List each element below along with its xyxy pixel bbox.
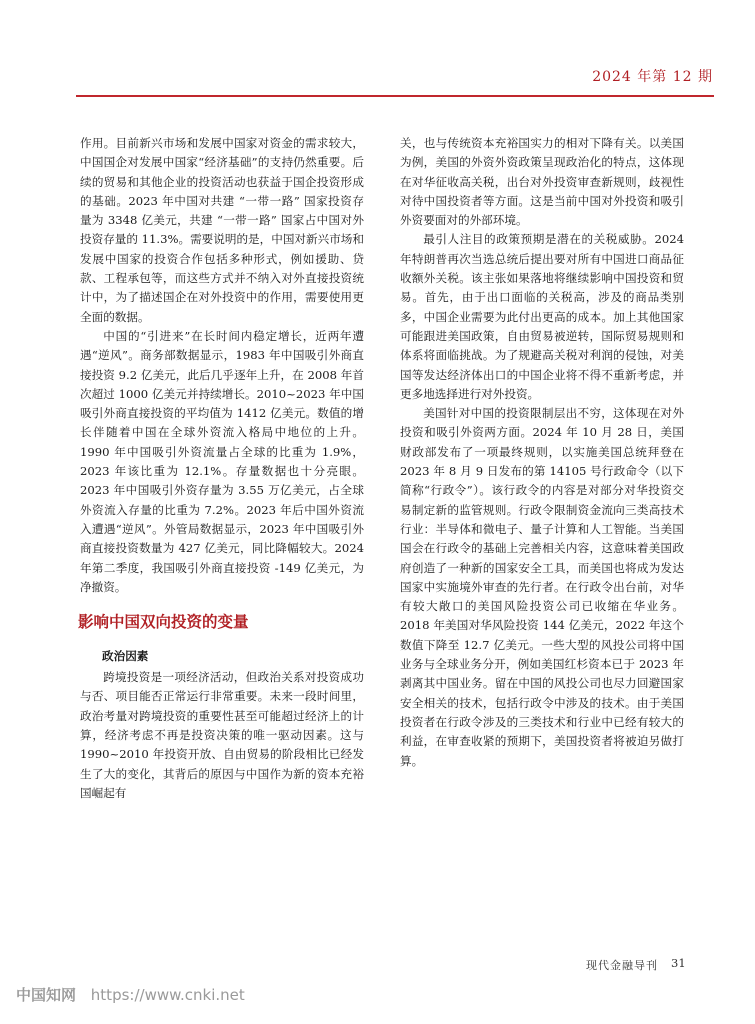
right-column — [400, 134, 684, 771]
paragraph: 中国的“引进来”在长时间内稳定增长，近两年遭遇“逆风”。商务部数据显示，1983 年中国吸引外商直接投资 9.2 亿美元，此后几乎逐年上升，在 2008 年首次超过 1000 亿美元并持续增长。2010~2023 年中国吸引外商直接投资的平均值为 1412 亿美元。数值的增长伴随着中国在全球外资流入格局中地位的上升。1990 年中国吸引外资流量占全球的比重为 1.9%，2023 年该比重为 12.1%。存量数据也十分亮眼。2023 年中国吸引外资存量为 3.55 万亿美元，占全球外资流入存量的比重为 7.2%。2023 年后中国外资流入遭遇“逆风”。外管局数据显示，2023 年中国吸引外商直接投资数量为 427 亿美元，同比降幅较大。2024 年第二季度，我国吸引外商直接投资 -149 亿美元，为净撤资。 — [80, 328, 364, 594]
paragraph: 作用。目前新兴市场和发展中国家对资金的需求较大，中国国企对发展中国家“经济基础”的支持仍然重要。后续的贸易和其他企业的投资活动也获益于国企投资形成的基础。2023 年中国对共建 “一带一路” 国家投资存量为 3348 亿美元，共建 “一带一路” 国家占中国对外投资存量的 11.3%。需要说明的是，中国对新兴市场和发展中国家的投资合作包括多种形式，例如援助、贷款、工程承包等，而这些方式并不纳入对外直接投资统计中，为了描述国企在对外投资中的作用，需要使用更全面的数据。 — [80, 136, 364, 324]
paragraph: 最引人注目的政策预期是潜在的关税威胁。2024 年特朗普再次当选总统后提出要对所有中国进口商品征收额外关税。该主张如果落地将继续影响中国投资和贸易。首先，由于出口面临的关税高，涉及的商品类别多，中国企业需要为此付出更高的成本。加上其他国家可能跟进美国政策，自由贸易被逆转，国际贸易规则和体系将面临挑战。为了规避高关税对利润的侵蚀，对美国等发达经济体出口的中国企业将不得不重新考虑，并更多地选择进行对外投资。 — [400, 232, 684, 401]
cnki-logo: 中国知网 — [16, 986, 77, 1004]
paragraph: 关，也与传统资本充裕国实力的相对下降有关。以美国为例，美国的外资外资政策呈现政治化的特点，这体现在对华征收高关税，出台对外投资审查新规则，歧视性对待中国投资者等方面。这是当前中国对外投资和吸引外资要面对的外部环境。 — [400, 136, 684, 228]
left-column — [80, 134, 364, 803]
cnki-watermark — [16, 984, 245, 1005]
cnki-url: https://www.cnki.net — [90, 986, 245, 1004]
sub-heading: 政治因素 — [102, 649, 149, 664]
page-number: 31 — [671, 956, 686, 970]
paragraph: 跨境投资是一项经济活动，但政治关系对投资成功与否、项目能否正常运行非常重要。未来一段时间里，政治考量对跨境投资的重要性甚至可能超过经济上的计算，经济考虑不再是投资决策的唯一驱动因素。这与 1990~2010 年投资开放、自由贸易的阶段相比已经发生了大的变化，其背后的原因与中国作为新的资本充裕国崛起有 — [80, 670, 364, 800]
paragraph: 美国针对中国的投资限制层出不穷，这体现在对外投资和吸引外资两方面。2024 年 10 月 28 日，美国财政部发布了一项最终规则，以实施美国总统拜登在 2023 年 8 月 9 日发布的第 14105 号行政命令（以下简称“行政令”）。该行政令的内容是对部分对华投资交易制定新的监管规则。行政令限制资金流向三类高技术行业：半导体和微电子、量子计算和人工智能。当美国国会在行政令的基础上完善相关内容，这意味着美国政府创造了一种新的国家安全工具，而美国也将成为发达国家中实施境外审查的先行者。在行政令出台前，对华有较大敞口的美国风险投资公司已收缩在华业务。2018 年美国对华风险投资 144 亿美元，2022 年这个数值下降至 12.7 亿美元。一些大型的风投公司将中国业务与全球业务分开，例如美国红杉资本已于 2023 年剥离其中国业务。留在中国的风投公司也尽力回避国家安全相关的技术，包括行政令中涉及的技术。由于美国投资者在行政令涉及的三类技术和行业中已经有较大的利益，在审查收紧的预期下，美国投资者将被迫另做打算。 — [400, 406, 684, 768]
footer-journal-name: 现代金融导刊 — [586, 959, 658, 972]
section-heading: 影响中国双向投资的变量 — [78, 613, 249, 632]
issue-header: 2024 年第 12 期 — [592, 69, 713, 85]
header-divider — [76, 95, 714, 97]
